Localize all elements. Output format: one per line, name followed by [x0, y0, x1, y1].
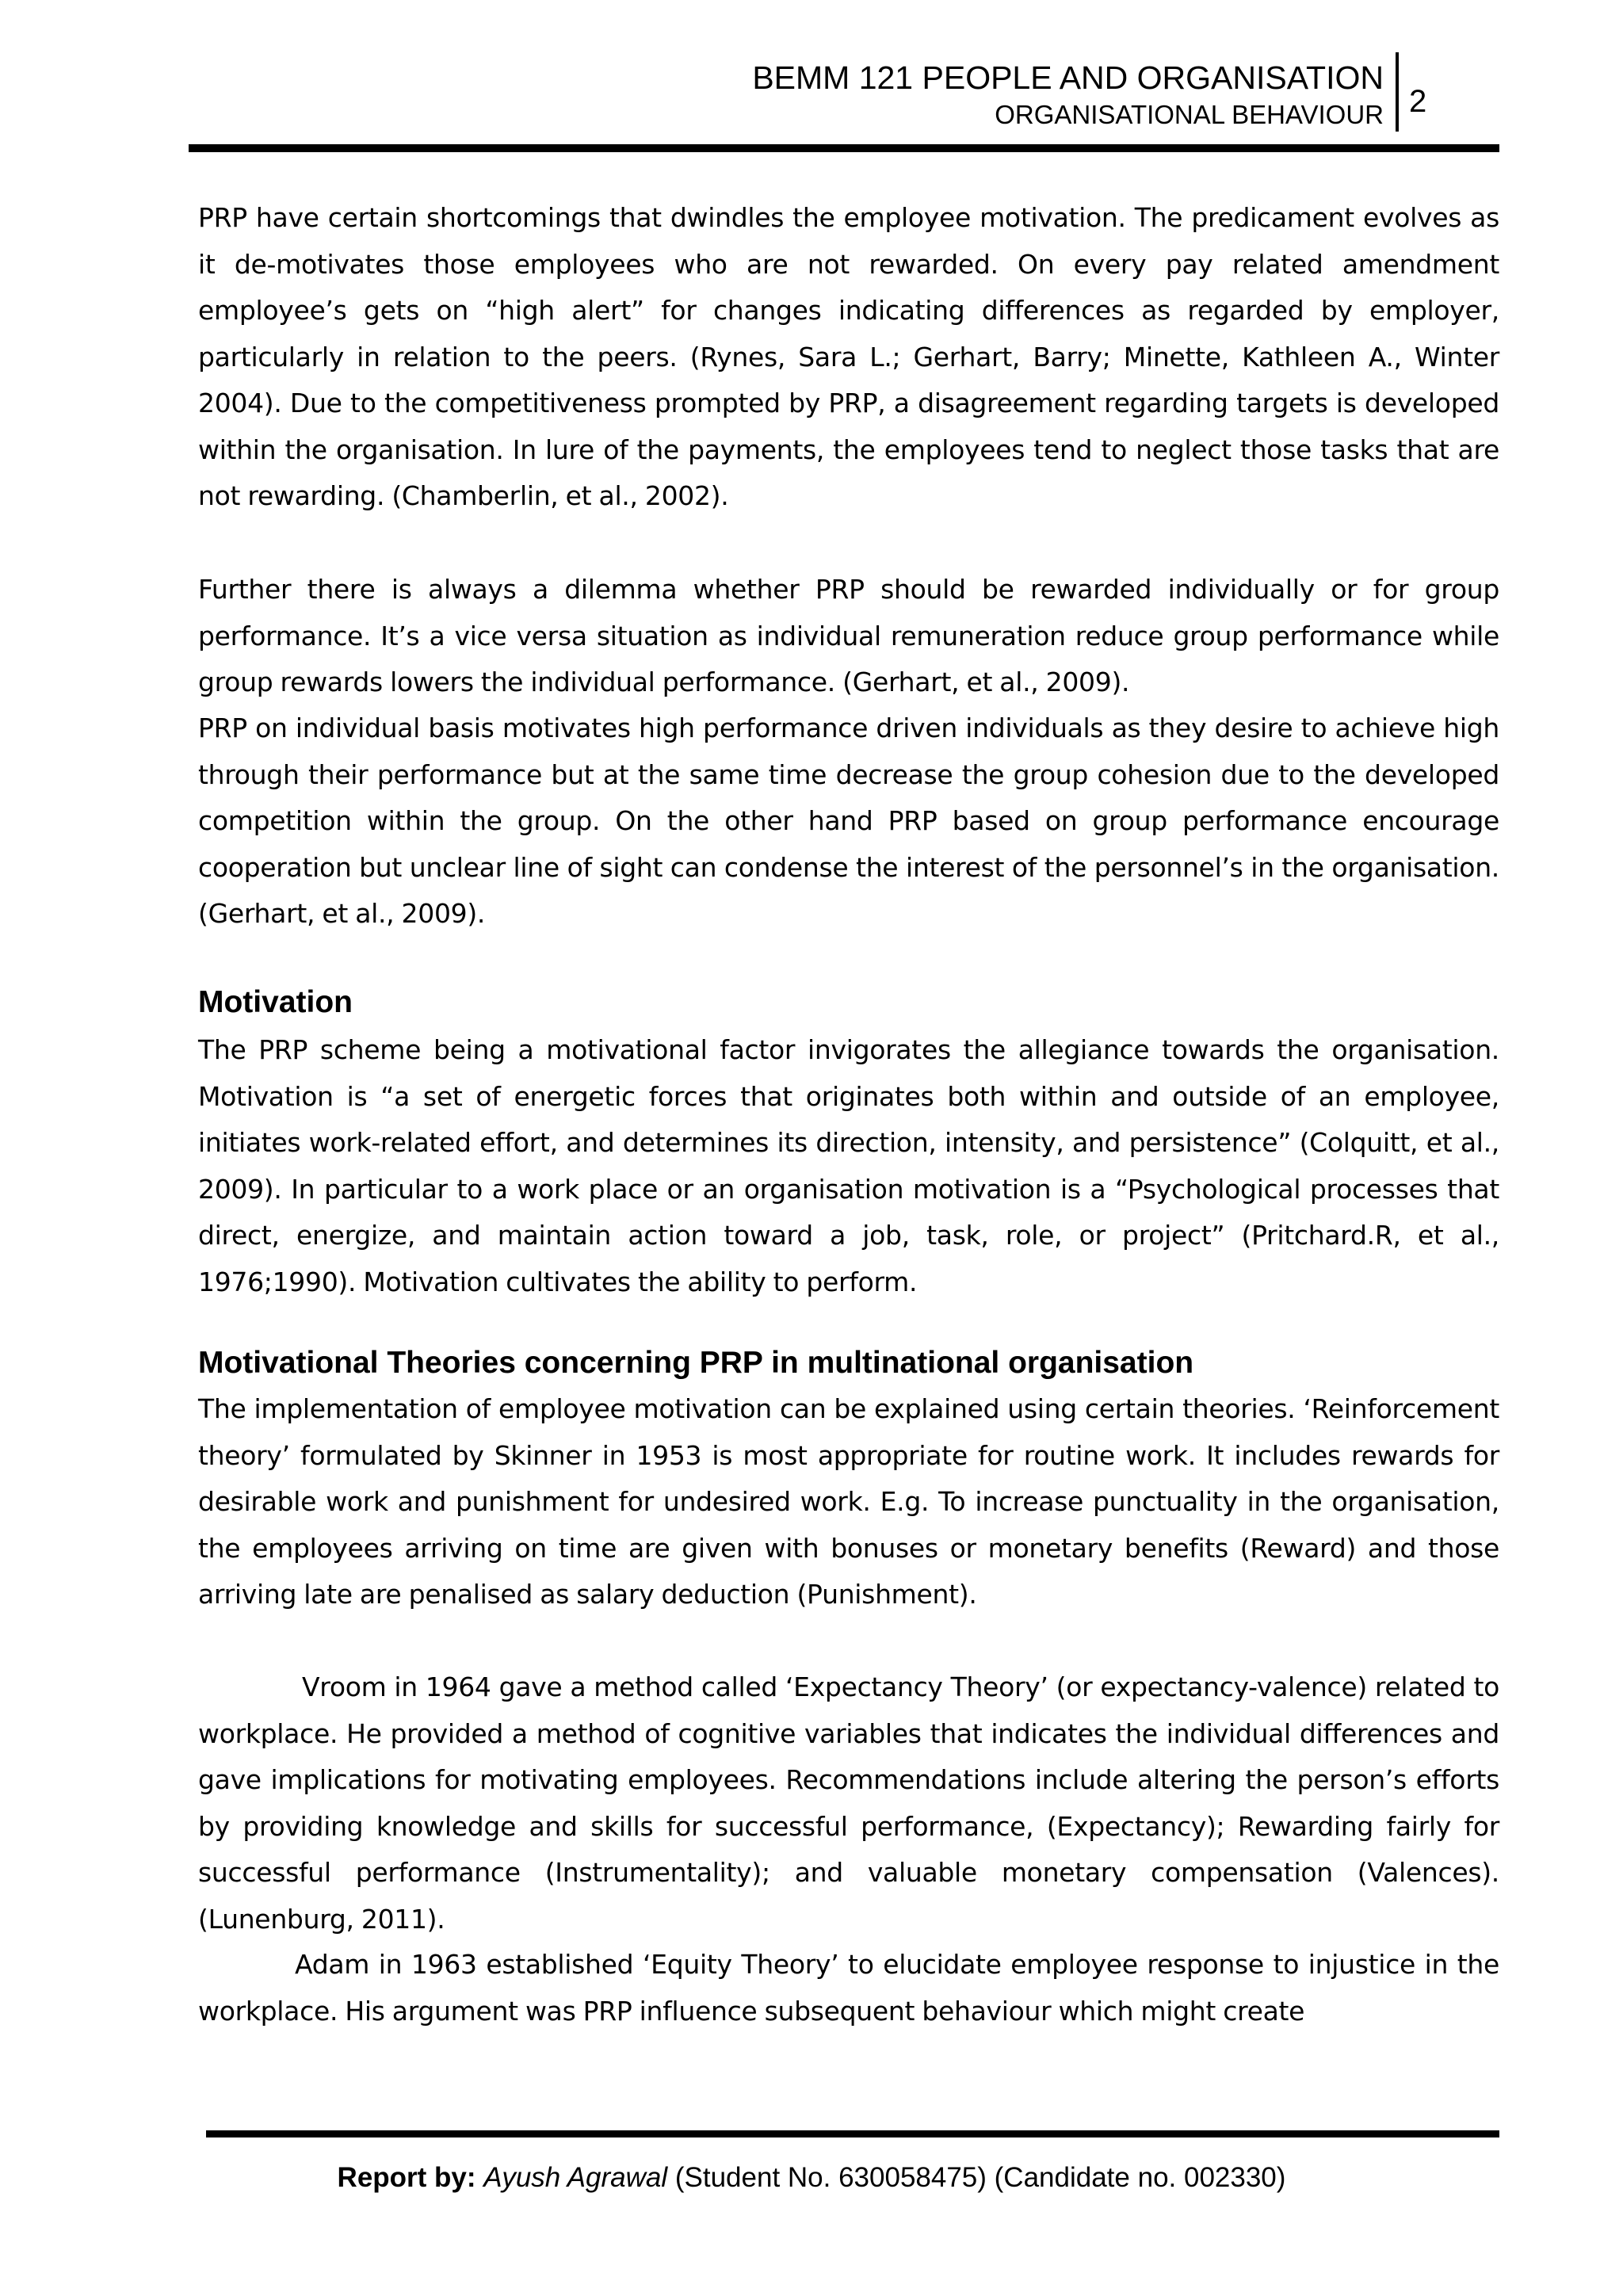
footer	[0, 2164, 1623, 2191]
page-number: 2	[1409, 84, 1427, 119]
header-divider	[1396, 52, 1399, 132]
header-subtitle: ORGANISATIONAL BEHAVIOUR	[995, 100, 1384, 129]
paragraph-motivation: The PRP scheme being a motivational factor invigorates the allegiance towards the organisation. Motivation is “a set of energetic forces that originates both within and outside of an employee, initiates work-related effort, and determines its direction, intensity, and persistence” (Colquitt, et al., 2009). In particular to a work place or an organisation motivation is a “Psychological processes that direct, energize, and maintain action toward a job, task, role, or project” (Pritchard.R, et al., 1976;1990). Motivation cultivates the ability to perform.	[198, 1034, 1499, 1297]
paragraph-prp-individual-basis: PRP on individual basis motivates high performance driven individuals as they desire to achieve high through their performance but at the same time decrease the group cohesion due to the developed competition within the group. On the other hand PRP based on group performance encourage cooperation but unclear line of sight can condense the interest of the personnel’s in the organisation. (Gerhart, et al., 2009).	[198, 712, 1499, 929]
footer-label: Report by:	[337, 2162, 476, 2193]
paragraph-prp-dilemma: Further there is always a dilemma whether PRP should be rewarded individually or for group performance. It’s a vice versa situation as individual remuneration reduce group performance while group rewards lowers the individual performance. (Gerhart, et al., 2009).	[198, 574, 1499, 697]
paragraph-expectancy-theory: Vroom in 1964 gave a method called ‘Expectancy Theory’ (or expectancy-valence) related to workplace. He provided a method of cognitive variables that indicates the individual differences and gave implications for motivating employees. Recommendations include altering the person’s efforts by providing knowledge and skills for successful performance, (Expectancy); Rewarding fairly for successful performance (Instrumentality); and valuable monetary compensation (Valences). (Lunenburg, 2011).	[198, 1671, 1499, 1935]
heading-motivation: Motivation	[198, 985, 353, 1019]
paragraph-equity-theory: Adam in 1963 established ‘Equity Theory’ to elucidate employee response to injustice in the workplace. His argument was PRP influence subsequent behaviour which might create	[198, 1949, 1499, 2027]
paragraph-reinforcement-theory: The implementation of employee motivation can be explained using certain theories. ‘Reinforcement theory’ formulated by Skinner in 1953 is most appropriate for routine work. It includes rewards for desirable work and punishment for undesired work. E.g. To increase punctuality in the organisation, the employees arriving on time are given with bonuses or monetary benefits (Reward) and those arriving late are penalised as salary deduction (Punishment).	[198, 1393, 1499, 1610]
heading-motivational-theories: Motivational Theories concerning PRP in multinational organisation	[198, 1346, 1194, 1380]
footer-details: (Student No. 630058475) (Candidate no. 002330)	[674, 2162, 1286, 2193]
footer-author: Ayush Agrawal	[483, 2162, 668, 2193]
header-title: BEMM 121 PEOPLE AND ORGANISATION	[752, 59, 1384, 96]
footer-rule	[206, 2130, 1499, 2137]
paragraph-prp-shortcomings: PRP have certain shortcomings that dwindles the employee motivation. The predicament evolves as it de-motivates those employees who are not rewarded. On every pay related amendment employee’s gets on “high alert” for changes indicating differences as regarded by employer, particularly in relation to the peers. (Rynes, Sara L.; Gerhart, Barry; Minette, Kathleen A., Winter 2004). Due to the competitiveness prompted by PRP, a disagreement regarding targets is developed within the organisation. In lure of the payments, the employees tend to neglect those tasks that are not rewarding. (Chamberlin, et al., 2002).	[198, 202, 1499, 511]
header-rule	[189, 144, 1499, 152]
